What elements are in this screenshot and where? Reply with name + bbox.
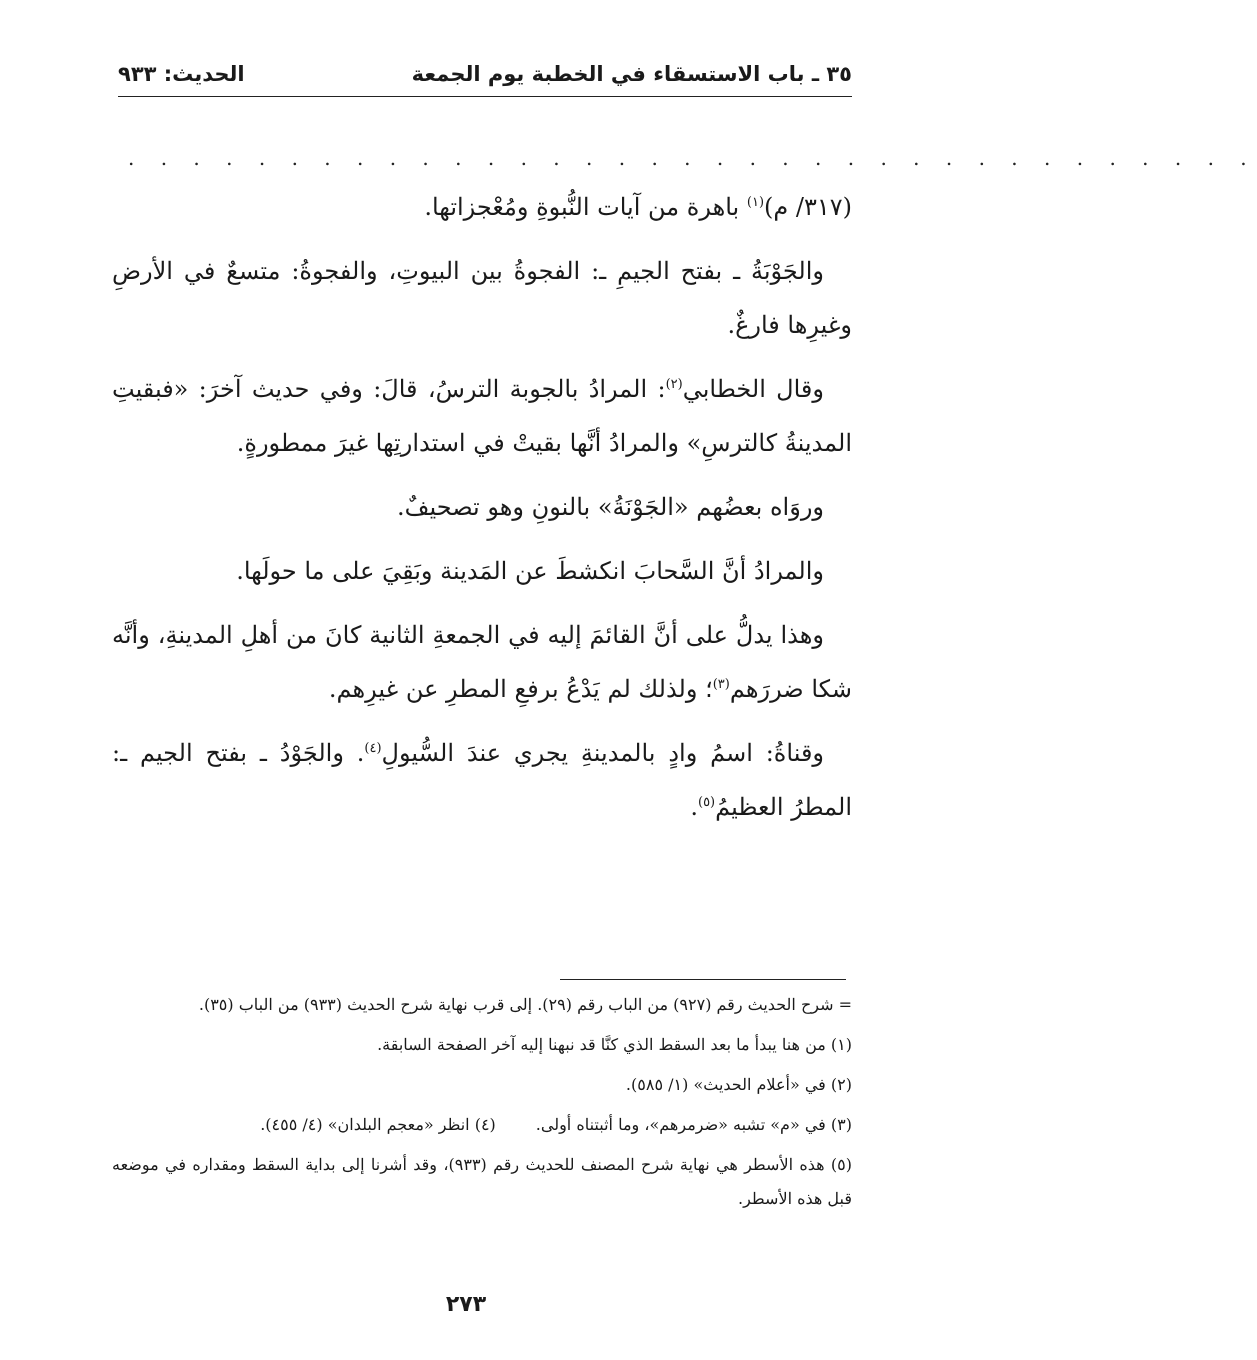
paragraph-text: باهرة من آيات النُّبوةِ ومُعْجزاتها. [424,193,747,221]
chapter-title: ٣٥ ـ باب الاستسقاء في الخطبة يوم الجمعة [411,62,852,86]
footnote-1: (١) من هنا يبدأ ما بعد السقط الذي كنَّا قد نبهنا إليه آخر الصفحة السابقة. [377,1035,852,1054]
paragraph-text: وقناةُ: اسمُ وادٍ بالمدينةِ يجري عندَ السُّيولِ [381,739,824,767]
paragraph-4: وروَاه بعضُهم «الجَوْنَةُ» بالنونِ وهو تصحيفٌ. [397,493,824,521]
separator-dots: . . . . . . . . . . . . . . . . . . . . . . . . . . . . . . . . . . . [128,146,1257,170]
page-number: ٢٧٣ [445,1292,487,1317]
footnote-5: (٥) هذه الأسطر هي نهاية شرح المصنف للحديث رقم (٩٣٣)، وقد أشرنا إلى بداية السقط ومقداره في موضعه قبل هذه الأسطر. [112,1155,853,1208]
footnote-2: (٢) في «أعلام الحديث» (١/ ٥٨٥). [625,1075,852,1094]
footnote-marker-2: (٢) [665,377,683,392]
paragraph-2: والجَوْبَةُ ـ بفتح الجيمِ ـ: الفجوةُ بين البيوتِ، والفجوةُ: متسعٌ في الأرضِ وغيرِها فارغٌ. [112,257,852,339]
hadith-number: الحديث: ٩٣٣ [118,62,245,86]
footnote-3: (٣) في «م» تشبه «ضرمرهم»، وما أثبتناه أولى. [535,1115,852,1134]
paragraph-text: : المرادُ بالجوبة الترسُ، قالَ: وفي حديث آخرَ: «فبقيتِ المدينةُ كالترسِ» والمرادُ أنَّها بقيتْ في استدارتِها غيرَ ممطورةٍ. [112,375,852,457]
header-divider [118,96,852,97]
footnote-row-3-4 [112,1108,852,1142]
footnote-marker-5: (٥) [697,795,716,810]
running-header [118,58,852,94]
paragraph-6 [112,608,852,716]
footnotes [112,988,852,1222]
paragraph-text: ؛ ولذلك لم يَدْعُ برفعِ المطرِ عن غيرِهم. [328,675,713,703]
footnote-marker-1: (١) [746,195,765,210]
paragraph-5: والمرادُ أنَّ السَّحابَ انكشطَ عن المَدينة وبَقِيَ على ما حولَها. [236,557,824,585]
paragraph-text: . والجَوْدُ ـ بفتح الجيم ـ: المطرُ العظيمُ [112,739,852,821]
paragraph-7 [112,726,852,834]
footnote-marker-4: (٤) [364,741,382,756]
paragraph-text: . [690,793,698,821]
ref-label: (٣١٧/ م) [764,193,852,221]
footnote-4: (٤) انظر «معجم البلدان» (٤/ ٤٥٥). [260,1115,496,1134]
footnote-continuation: = شرح الحديث رقم (٩٢٧) من الباب رقم (٢٩). إلى قرب نهاية شرح الحديث (٩٣٣) من الباب (٣٥). [198,995,852,1014]
paragraph-text: وهذا يدلُّ على أنَّ القائمَ إليه في الجمعةِ الثانية كانَ من أهلِ المدينةِ، وأنَّه شكا ضررَهم [112,621,852,703]
paragraph-3 [112,362,852,470]
paragraph-text: وقال الخطابي [682,375,824,403]
footnote-divider [560,979,846,980]
paragraph-1 [112,180,852,234]
footnote-marker-3: (٣) [712,677,730,692]
main-text [112,180,852,844]
